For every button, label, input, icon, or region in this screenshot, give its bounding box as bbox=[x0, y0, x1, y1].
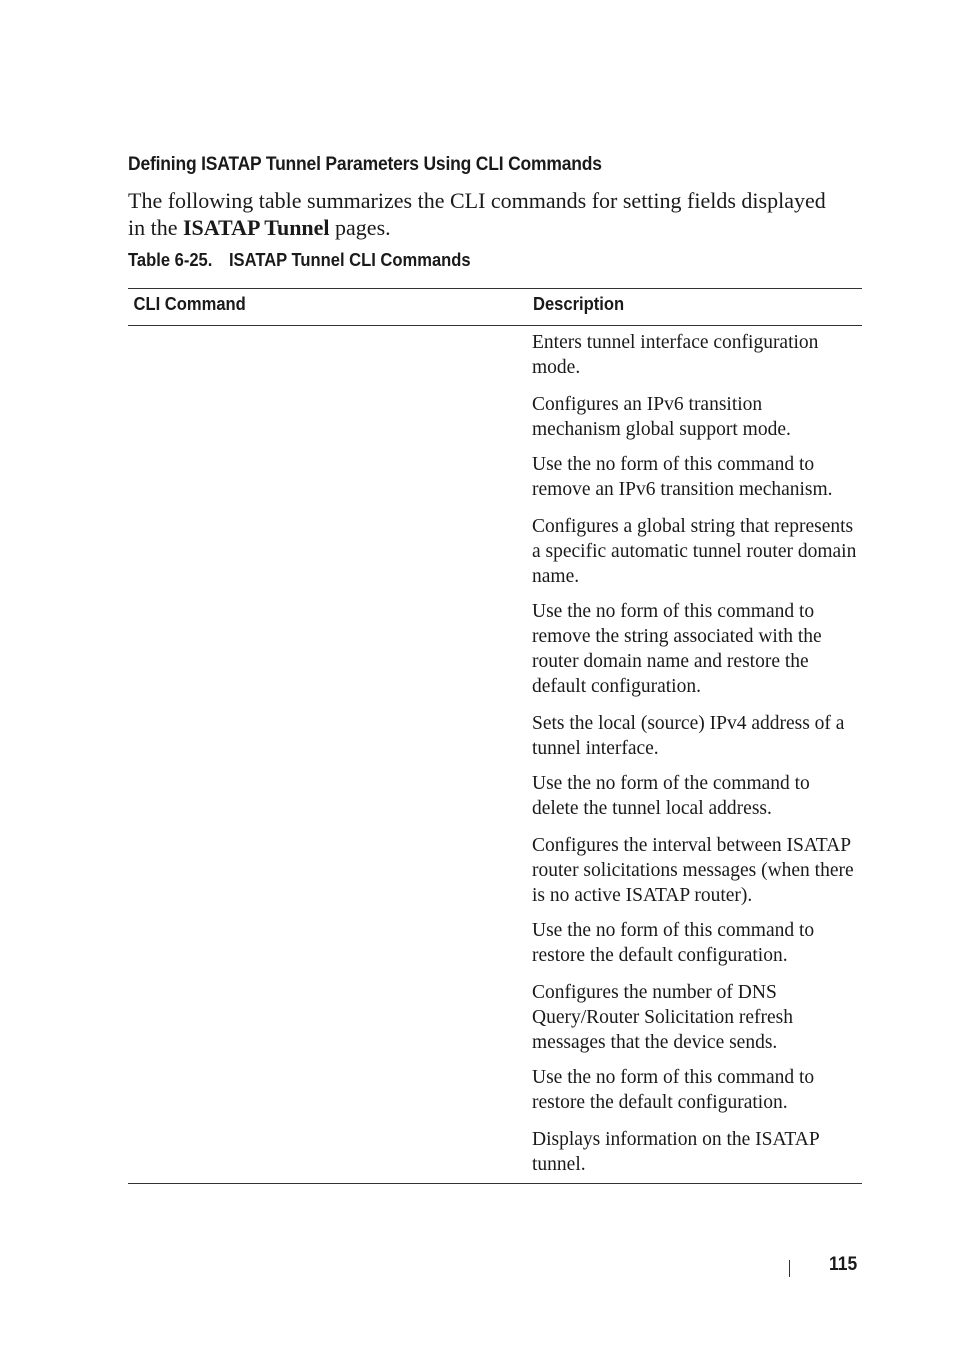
description-cell bbox=[532, 452, 862, 514]
description-text: Use the no form of this command to restore the default configuration. bbox=[532, 1067, 815, 1113]
cli-command-cell bbox=[128, 771, 532, 833]
table-caption bbox=[128, 250, 471, 271]
description-cell bbox=[532, 711, 862, 771]
table-row bbox=[128, 599, 862, 711]
description-text: Use the no form of this command to restore the default configuration. bbox=[532, 920, 815, 966]
description-text: Enters tunnel interface configuration mode. bbox=[532, 332, 819, 378]
description-text: Use the no form of the command to delete the tunnel local address. bbox=[532, 773, 810, 819]
cli-command-cell bbox=[128, 452, 532, 514]
table-row bbox=[128, 711, 862, 771]
cli-command-cell bbox=[128, 330, 532, 392]
intro-text-start: The following table summarizes the CLI commands for setting fields displayed in the bbox=[128, 188, 826, 240]
description-text: Sets the local (source) IPv4 address of a tunnel interface. bbox=[532, 713, 845, 759]
cli-command-cell bbox=[128, 918, 532, 980]
description-text: Use the no form of this command to remove an IPv6 transition mechanism. bbox=[532, 454, 833, 500]
cli-command-cell bbox=[128, 711, 532, 771]
description-cell bbox=[532, 833, 862, 918]
cli-command-cell bbox=[128, 599, 532, 711]
table-caption-number: Table 6-25. bbox=[128, 250, 213, 270]
table-row bbox=[128, 918, 862, 980]
description-cell bbox=[532, 330, 862, 392]
description-cell bbox=[532, 392, 862, 452]
intro-text-end: pages. bbox=[329, 215, 391, 240]
description-cell bbox=[532, 1065, 862, 1127]
table-row bbox=[128, 833, 862, 918]
table-body bbox=[128, 326, 862, 1183]
table-row bbox=[128, 392, 862, 452]
description-text: Configures the interval between ISATAP router solicitations messages (when there is no active ISATAP router). bbox=[532, 835, 854, 906]
table-row bbox=[128, 514, 862, 599]
table-row bbox=[128, 330, 862, 392]
table-row bbox=[128, 1065, 862, 1127]
description-text: Configures a global string that represents a specific automatic tunnel router domain name. bbox=[532, 516, 857, 587]
intro-bold-term: ISATAP Tunnel bbox=[183, 215, 330, 240]
footer-divider bbox=[789, 1260, 790, 1277]
description-cell bbox=[532, 980, 862, 1065]
description-text: Configures the number of DNS Query/Router Solicitation refresh messages that the device sends. bbox=[532, 982, 794, 1053]
description-cell bbox=[532, 1127, 862, 1177]
column-header-cli-command: CLI Command bbox=[133, 294, 246, 314]
cli-command-cell bbox=[128, 392, 532, 452]
table-row bbox=[128, 771, 862, 833]
table-caption-title: ISATAP Tunnel CLI Commands bbox=[228, 250, 471, 270]
table-row bbox=[128, 1127, 862, 1177]
cli-command-cell bbox=[128, 1127, 532, 1177]
intro-paragraph bbox=[128, 187, 828, 241]
table-header-row bbox=[128, 289, 862, 326]
column-header-description: Description bbox=[533, 294, 625, 314]
cli-command-cell bbox=[128, 514, 532, 599]
description-cell bbox=[532, 771, 862, 833]
cli-commands-table bbox=[128, 288, 862, 1184]
description-cell bbox=[532, 599, 862, 711]
description-text: Use the no form of this command to remove the string associated with the router domain name and restore the default configuration. bbox=[532, 601, 822, 697]
description-cell bbox=[532, 918, 862, 980]
cli-command-cell bbox=[128, 833, 532, 918]
description-cell bbox=[532, 514, 862, 599]
description-text: Displays information on the ISATAP tunnel. bbox=[532, 1129, 819, 1175]
cli-command-cell bbox=[128, 980, 532, 1065]
table-row bbox=[128, 452, 862, 514]
page-number: 115 bbox=[829, 1254, 858, 1275]
cli-command-cell bbox=[128, 1065, 532, 1127]
table-row bbox=[128, 980, 862, 1065]
description-text: Configures an IPv6 transition mechanism global support mode. bbox=[532, 394, 791, 440]
section-heading: Defining ISATAP Tunnel Parameters Using CLI Commands bbox=[128, 154, 602, 175]
